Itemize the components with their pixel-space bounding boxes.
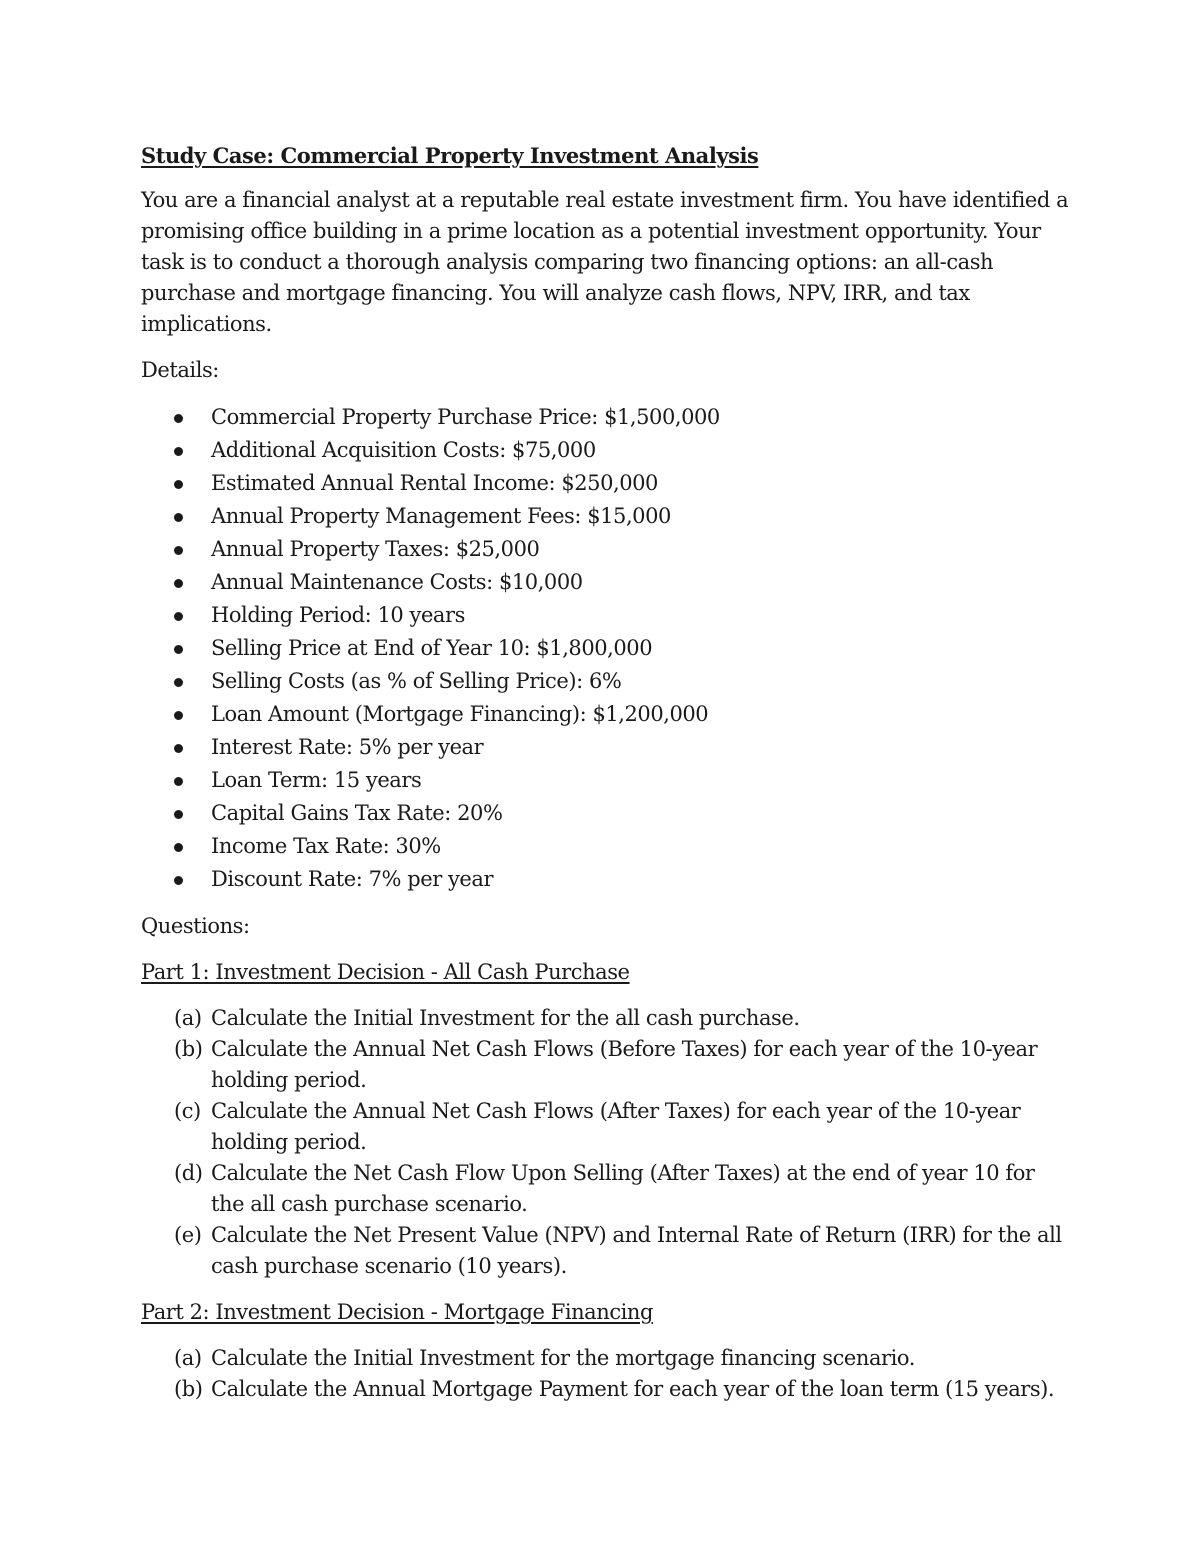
details-label: Details: bbox=[141, 358, 219, 382]
bullet-icon bbox=[174, 645, 183, 654]
details-item: Capital Gains Tax Rate: 20% bbox=[141, 797, 1071, 830]
bullet-icon bbox=[174, 447, 183, 456]
question-marker: (c) bbox=[174, 1099, 201, 1123]
document-page bbox=[141, 140, 1071, 1420]
question-marker: (e) bbox=[174, 1223, 202, 1247]
details-item: Discount Rate: 7% per year bbox=[141, 863, 1071, 896]
bullet-icon bbox=[174, 546, 183, 555]
question-marker: (b) bbox=[174, 1377, 203, 1401]
bullet-icon bbox=[174, 777, 183, 786]
question-marker: (b) bbox=[174, 1037, 203, 1061]
bullet-icon bbox=[174, 513, 183, 522]
details-item: Annual Property Taxes: $25,000 bbox=[141, 533, 1071, 566]
details-item: Loan Amount (Mortgage Financing): $1,200,000 bbox=[141, 698, 1071, 731]
details-item: Additional Acquisition Costs: $75,000 bbox=[141, 434, 1071, 467]
bullet-icon bbox=[174, 612, 183, 621]
details-item: Loan Term: 15 years bbox=[141, 764, 1071, 797]
details-item: Annual Property Management Fees: $15,000 bbox=[141, 500, 1071, 533]
question-item: (a) Calculate the Initial Investment for the all cash purchase. bbox=[141, 1003, 1071, 1034]
bullet-icon bbox=[174, 414, 183, 423]
question-marker: (a) bbox=[174, 1006, 202, 1030]
question-item: (c) Calculate the Annual Net Cash Flows (After Taxes) for each year of the 10-year holding period. bbox=[141, 1096, 1071, 1158]
part2-heading: Part 2: Investment Decision - Mortgage Financing bbox=[141, 1300, 653, 1324]
details-item: Income Tax Rate: 30% bbox=[141, 830, 1071, 863]
details-item: Estimated Annual Rental Income: $250,000 bbox=[141, 467, 1071, 500]
intro-paragraph: You are a financial analyst at a reputable real estate investment firm. You have identified a promising office building in a prime location as a potential investment opportunity. Your task is to conduct a thorough analysis comparing two financing options: an all-cash purchase and mortgage financing. You will analyze cash flows, NPV, IRR, and tax implications. bbox=[141, 188, 1069, 336]
bullet-icon bbox=[174, 876, 183, 885]
bullet-icon bbox=[174, 579, 183, 588]
bullet-icon bbox=[174, 480, 183, 489]
details-item: Commercial Property Purchase Price: $1,500,000 bbox=[141, 401, 1071, 434]
bullet-icon bbox=[174, 744, 183, 753]
bullet-icon bbox=[174, 678, 183, 687]
bullet-icon bbox=[174, 711, 183, 720]
question-item: (b) Calculate the Annual Net Cash Flows (Before Taxes) for each year of the 10-year holding period. bbox=[141, 1034, 1071, 1096]
details-item: Annual Maintenance Costs: $10,000 bbox=[141, 566, 1071, 599]
part1-question-list bbox=[141, 1003, 1071, 1282]
document-title: Study Case: Commercial Property Investment Analysis bbox=[141, 143, 759, 168]
question-item: (b) Calculate the Annual Mortgage Payment for each year of the loan term (15 years). bbox=[141, 1374, 1071, 1405]
bullet-icon bbox=[174, 810, 183, 819]
part2-question-list bbox=[141, 1343, 1071, 1405]
question-item: (d) Calculate the Net Cash Flow Upon Selling (After Taxes) at the end of year 10 for the all cash purchase scenario. bbox=[141, 1158, 1071, 1220]
details-item: Holding Period: 10 years bbox=[141, 599, 1071, 632]
details-item: Selling Price at End of Year 10: $1,800,000 bbox=[141, 632, 1071, 665]
question-marker: (a) bbox=[174, 1346, 202, 1370]
part1-heading: Part 1: Investment Decision - All Cash Purchase bbox=[141, 960, 630, 984]
question-marker: (d) bbox=[174, 1161, 203, 1185]
question-item: (a) Calculate the Initial Investment for the mortgage financing scenario. bbox=[141, 1343, 1071, 1374]
details-list bbox=[141, 401, 1071, 896]
details-item: Interest Rate: 5% per year bbox=[141, 731, 1071, 764]
questions-label: Questions: bbox=[141, 914, 250, 938]
question-item: (e) Calculate the Net Present Value (NPV) and Internal Rate of Return (IRR) for the all cash purchase scenario (10 years). bbox=[141, 1220, 1071, 1282]
bullet-icon bbox=[174, 843, 183, 852]
details-item: Selling Costs (as % of Selling Price): 6% bbox=[141, 665, 1071, 698]
